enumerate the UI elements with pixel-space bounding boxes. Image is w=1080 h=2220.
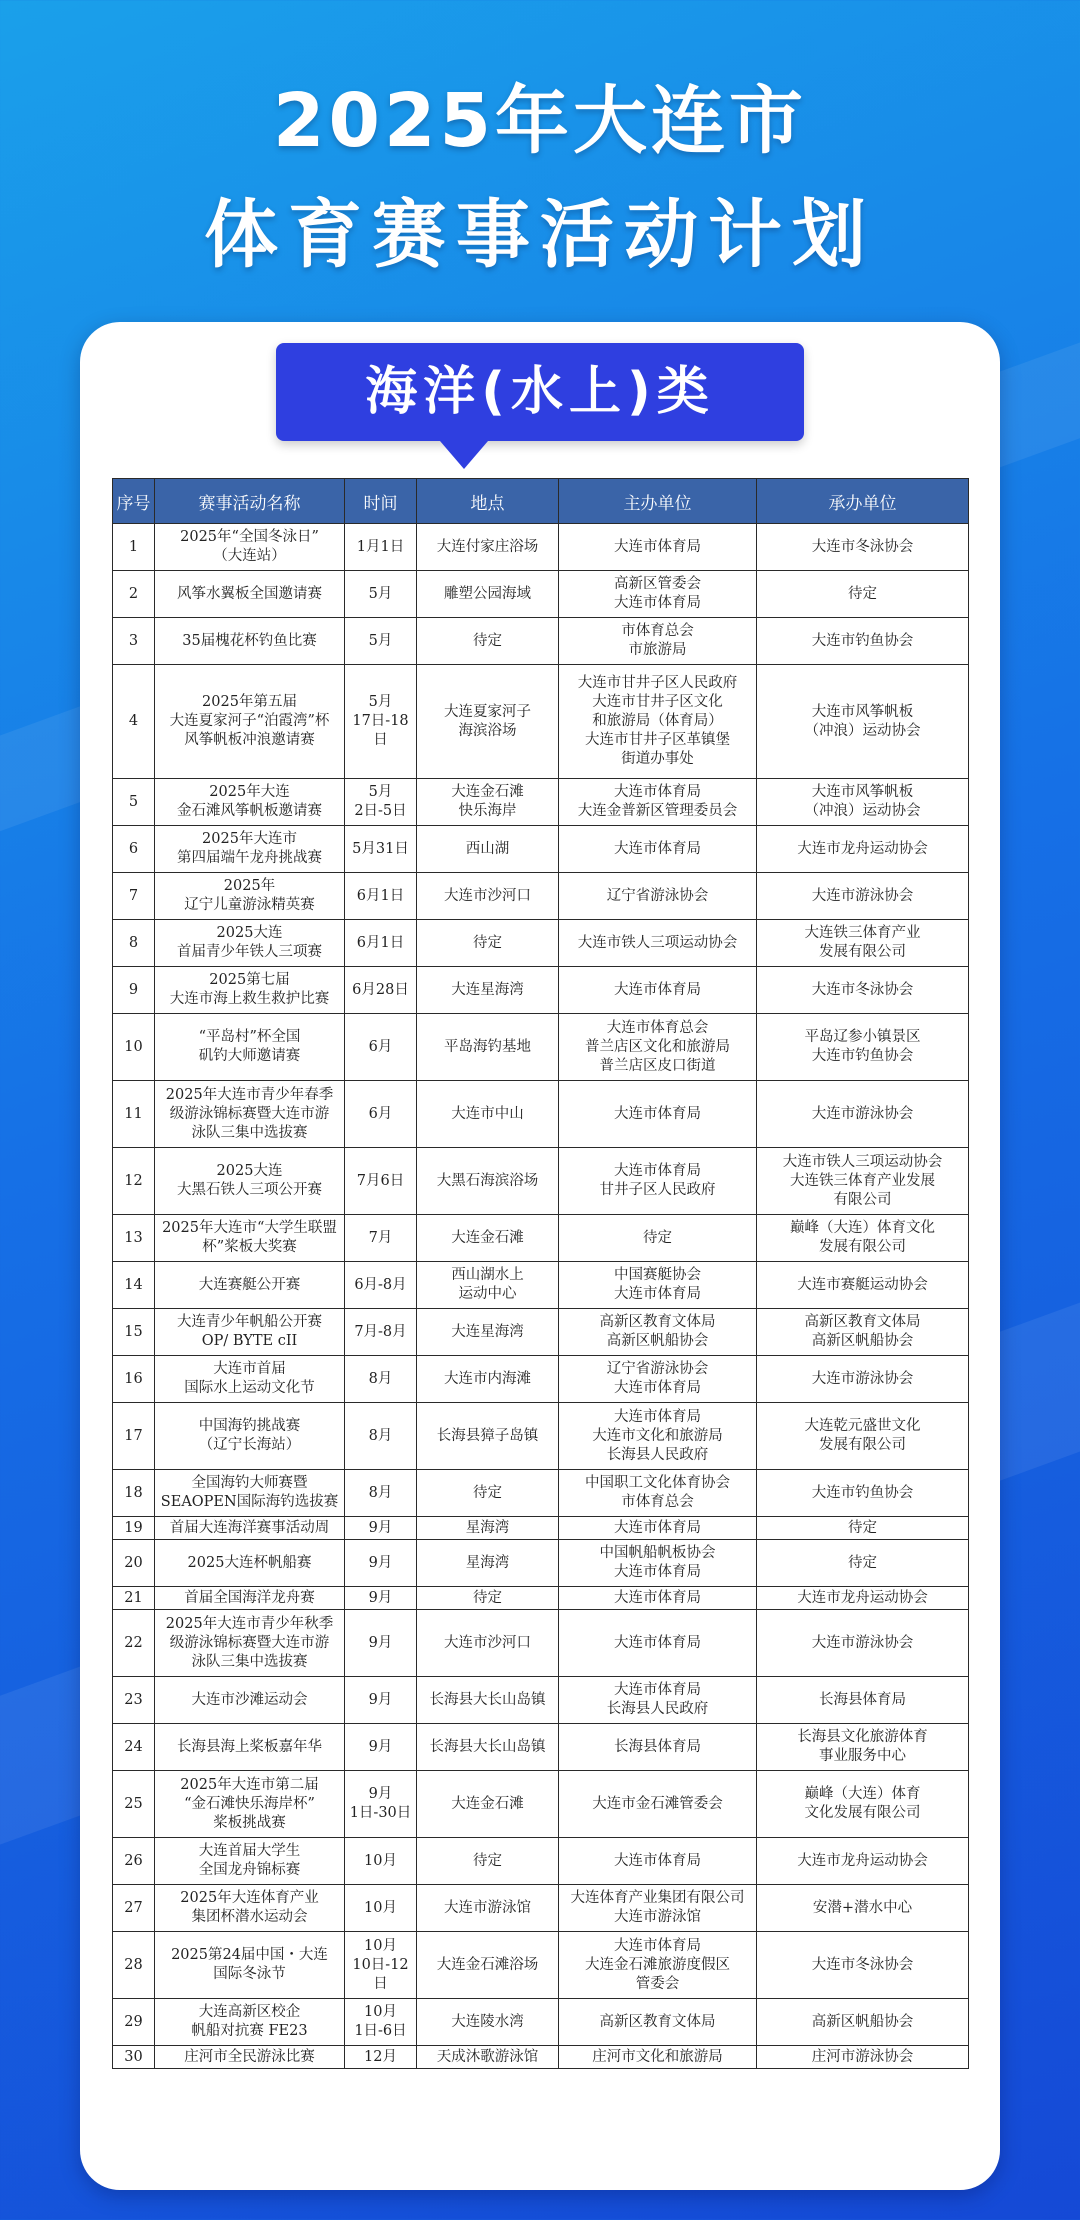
cell-event-name: 全国海钓大师赛暨 SEAOPEN国际海钓选拔赛 xyxy=(155,1470,345,1517)
cell-time: 6月 xyxy=(345,1014,417,1081)
cell-time: 10月 xyxy=(345,1838,417,1885)
page-title-line2: 体育赛事活动计划 xyxy=(204,192,876,278)
cell-event-name: 大连首届大学生 全国龙舟锦标赛 xyxy=(155,1838,345,1885)
cell-event-name: 2025大连 大黑石铁人三项公开赛 xyxy=(155,1148,345,1215)
table-row xyxy=(113,1403,969,1470)
cell-index: 15 xyxy=(113,1309,155,1356)
cell-location: 大连星海湾 xyxy=(417,967,559,1014)
cell-index: 1 xyxy=(113,524,155,571)
cell-organizer: 大连市甘井子区人民政府 大连市甘井子区文化 和旅游局（体育局） 大连市甘井子区革镇堡 街道办事处 xyxy=(559,665,757,779)
cell-time: 9月 xyxy=(345,1540,417,1587)
cell-event-name: 庄河市全民游泳比赛 xyxy=(155,2046,345,2069)
cell-event-name: 长海县海上桨板嘉年华 xyxy=(155,1724,345,1771)
cell-time: 9月 1日-30日 xyxy=(345,1771,417,1838)
table-row xyxy=(113,1610,969,1677)
cell-organizer: 辽宁省游泳协会 大连市体育局 xyxy=(559,1356,757,1403)
column-header-index: 序号 xyxy=(113,479,155,524)
cell-undertaker: 巅峰（大连）体育文化 发展有限公司 xyxy=(757,1215,969,1262)
cell-undertaker: 待定 xyxy=(757,1517,969,1540)
cell-location: 大连金石滩 快乐海岸 xyxy=(417,779,559,826)
cell-time: 1月1日 xyxy=(345,524,417,571)
cell-organizer: 大连市体育局 xyxy=(559,1610,757,1677)
cell-time: 6月1日 xyxy=(345,873,417,920)
cell-index: 12 xyxy=(113,1148,155,1215)
cell-organizer: 高新区教育文体局 高新区帆船协会 xyxy=(559,1309,757,1356)
cell-location: 星海湾 xyxy=(417,1540,559,1587)
cell-index: 30 xyxy=(113,2046,155,2069)
cell-organizer: 大连体育产业集团有限公司 大连市游泳馆 xyxy=(559,1885,757,1932)
cell-location: 大黑石海滨浴场 xyxy=(417,1148,559,1215)
table-row xyxy=(113,1932,969,1999)
cell-undertaker: 大连市游泳协会 xyxy=(757,1081,969,1148)
cell-index: 24 xyxy=(113,1724,155,1771)
cell-location: 星海湾 xyxy=(417,1517,559,1540)
table-row xyxy=(113,826,969,873)
cell-organizer: 中国帆船帆板协会 大连市体育局 xyxy=(559,1540,757,1587)
cell-organizer: 大连市体育局 xyxy=(559,967,757,1014)
cell-event-name: “平岛村”杯全国 矶钓大师邀请赛 xyxy=(155,1014,345,1081)
table-row xyxy=(113,1771,969,1838)
cell-event-name: 大连青少年帆船公开赛 OP/ BYTE cII xyxy=(155,1309,345,1356)
cell-time: 9月 xyxy=(345,1724,417,1771)
cell-undertaker: 待定 xyxy=(757,1540,969,1587)
table-row xyxy=(113,1215,969,1262)
table-row xyxy=(113,1885,969,1932)
table-header-row xyxy=(113,479,969,524)
cell-index: 18 xyxy=(113,1470,155,1517)
cell-index: 14 xyxy=(113,1262,155,1309)
cell-undertaker: 巅峰（大连）体育 文化发展有限公司 xyxy=(757,1771,969,1838)
cell-organizer: 大连市体育局 长海县人民政府 xyxy=(559,1677,757,1724)
cell-time: 7月6日 xyxy=(345,1148,417,1215)
cell-organizer: 庄河市文化和旅游局 xyxy=(559,2046,757,2069)
table-row xyxy=(113,1356,969,1403)
cell-time: 9月 xyxy=(345,1587,417,1610)
cell-location: 大连金石滩浴场 xyxy=(417,1932,559,1999)
cell-time: 5月 xyxy=(345,618,417,665)
cell-time: 9月 xyxy=(345,1677,417,1724)
cell-event-name: 2025第24届中国・大连 国际冬泳节 xyxy=(155,1932,345,1999)
cell-location: 待定 xyxy=(417,1838,559,1885)
cell-undertaker: 大连市铁人三项运动协会 大连铁三体育产业发展 有限公司 xyxy=(757,1148,969,1215)
cell-index: 8 xyxy=(113,920,155,967)
cell-organizer: 大连市金石滩管委会 xyxy=(559,1771,757,1838)
column-header-undertaker: 承办单位 xyxy=(757,479,969,524)
category-badge: 海洋(水上)类 xyxy=(276,343,804,441)
cell-organizer: 高新区教育文体局 xyxy=(559,1999,757,2046)
cell-event-name: 中国海钓挑战赛 （辽宁长海站） xyxy=(155,1403,345,1470)
cell-undertaker: 大连市钓鱼协会 xyxy=(757,618,969,665)
cell-time: 5月 xyxy=(345,571,417,618)
table-row xyxy=(113,1587,969,1610)
cell-time: 8月 xyxy=(345,1356,417,1403)
cell-time: 6月 xyxy=(345,1081,417,1148)
table-body xyxy=(113,524,969,2069)
cell-undertaker: 高新区教育文体局 高新区帆船协会 xyxy=(757,1309,969,1356)
cell-index: 6 xyxy=(113,826,155,873)
cell-location: 长海县大长山岛镇 xyxy=(417,1724,559,1771)
cell-organizer: 待定 xyxy=(559,1215,757,1262)
cell-index: 4 xyxy=(113,665,155,779)
cell-index: 3 xyxy=(113,618,155,665)
cell-location: 大连星海湾 xyxy=(417,1309,559,1356)
cell-time: 5月 2日-5日 xyxy=(345,779,417,826)
cell-index: 2 xyxy=(113,571,155,618)
cell-location: 长海县獐子岛镇 xyxy=(417,1403,559,1470)
cell-location: 大连市沙河口 xyxy=(417,1610,559,1677)
cell-time: 6月1日 xyxy=(345,920,417,967)
cell-index: 29 xyxy=(113,1999,155,2046)
cell-undertaker: 大连市游泳协会 xyxy=(757,873,969,920)
cell-organizer: 高新区管委会 大连市体育局 xyxy=(559,571,757,618)
cell-organizer: 大连市体育局 xyxy=(559,1517,757,1540)
cell-undertaker: 大连市钓鱼协会 xyxy=(757,1470,969,1517)
cell-time: 6月-8月 xyxy=(345,1262,417,1309)
cell-organizer: 辽宁省游泳协会 xyxy=(559,873,757,920)
cell-event-name: 2025年大连市第二届 “金石滩快乐海岸杯” 桨板挑战赛 xyxy=(155,1771,345,1838)
cell-index: 26 xyxy=(113,1838,155,1885)
table-row xyxy=(113,1838,969,1885)
cell-location: 大连市沙河口 xyxy=(417,873,559,920)
cell-time: 7月 xyxy=(345,1215,417,1262)
cell-location: 大连市游泳馆 xyxy=(417,1885,559,1932)
cell-time: 5月31日 xyxy=(345,826,417,873)
cell-event-name: 2025年大连市青少年春季 级游泳锦标赛暨大连市游 泳队三集中选拔赛 xyxy=(155,1081,345,1148)
cell-undertaker: 大连市风筝帆板 （冲浪）运动协会 xyxy=(757,779,969,826)
cell-organizer: 中国职工文化体育协会 市体育总会 xyxy=(559,1470,757,1517)
cell-undertaker: 长海县体育局 xyxy=(757,1677,969,1724)
column-header-organizer: 主办单位 xyxy=(559,479,757,524)
category-badge-pointer xyxy=(440,441,488,469)
cell-location: 待定 xyxy=(417,920,559,967)
cell-event-name: 2025年大连市“大学生联盟 杯”桨板大奖赛 xyxy=(155,1215,345,1262)
column-header-time: 时间 xyxy=(345,479,417,524)
cell-location: 待定 xyxy=(417,1470,559,1517)
cell-organizer: 大连市体育局 xyxy=(559,1838,757,1885)
cell-undertaker: 大连市冬泳协会 xyxy=(757,1932,969,1999)
cell-organizer: 大连市体育局 大连市文化和旅游局 长海县人民政府 xyxy=(559,1403,757,1470)
cell-index: 27 xyxy=(113,1885,155,1932)
cell-event-name: 2025年第五届 大连夏家河子“泊霞湾”杯 风筝帆板冲浪邀请赛 xyxy=(155,665,345,779)
table-row xyxy=(113,571,969,618)
table-row xyxy=(113,618,969,665)
cell-location: 大连金石滩 xyxy=(417,1215,559,1262)
table-row xyxy=(113,1014,969,1081)
cell-event-name: 风筝水翼板全国邀请赛 xyxy=(155,571,345,618)
table-row xyxy=(113,920,969,967)
event-table xyxy=(112,478,969,2069)
cell-undertaker: 高新区帆船协会 xyxy=(757,1999,969,2046)
cell-undertaker: 大连市龙舟运动协会 xyxy=(757,1838,969,1885)
table-row xyxy=(113,1470,969,1517)
cell-time: 10月 xyxy=(345,1885,417,1932)
cell-index: 20 xyxy=(113,1540,155,1587)
cell-index: 21 xyxy=(113,1587,155,1610)
cell-event-name: 大连市沙滩运动会 xyxy=(155,1677,345,1724)
cell-time: 10月 10日-12日 xyxy=(345,1932,417,1999)
cell-index: 9 xyxy=(113,967,155,1014)
cell-event-name: 2025年大连市 第四届端午龙舟挑战赛 xyxy=(155,826,345,873)
cell-event-name: 大连赛艇公开赛 xyxy=(155,1262,345,1309)
cell-event-name: 2025第七届 大连市海上救生救护比赛 xyxy=(155,967,345,1014)
cell-location: 大连金石滩 xyxy=(417,1771,559,1838)
cell-index: 22 xyxy=(113,1610,155,1677)
cell-location: 天成沐歌游泳馆 xyxy=(417,2046,559,2069)
table-row xyxy=(113,1148,969,1215)
cell-location: 雕塑公园海域 xyxy=(417,571,559,618)
cell-index: 17 xyxy=(113,1403,155,1470)
cell-event-name: 2025年 辽宁儿童游泳精英赛 xyxy=(155,873,345,920)
cell-undertaker: 大连市冬泳协会 xyxy=(757,524,969,571)
cell-time: 10月 1日-6日 xyxy=(345,1999,417,2046)
cell-undertaker: 大连市冬泳协会 xyxy=(757,967,969,1014)
table-row xyxy=(113,1999,969,2046)
cell-location: 大连陵水湾 xyxy=(417,1999,559,2046)
cell-organizer: 大连市体育局 xyxy=(559,1587,757,1610)
cell-event-name: 35届槐花杯钓鱼比赛 xyxy=(155,618,345,665)
cell-index: 5 xyxy=(113,779,155,826)
cell-index: 11 xyxy=(113,1081,155,1148)
cell-event-name: 首届全国海洋龙舟赛 xyxy=(155,1587,345,1610)
cell-organizer: 大连市体育总会 普兰店区文化和旅游局 普兰店区皮口街道 xyxy=(559,1014,757,1081)
table-row xyxy=(113,1677,969,1724)
cell-time: 5月 17日-18日 xyxy=(345,665,417,779)
table-row xyxy=(113,967,969,1014)
table-row xyxy=(113,1724,969,1771)
cell-organizer: 大连市体育局 xyxy=(559,826,757,873)
table-row xyxy=(113,1540,969,1587)
cell-undertaker: 安潜+潜水中心 xyxy=(757,1885,969,1932)
cell-organizer: 大连市体育局 大连金普新区管理委员会 xyxy=(559,779,757,826)
cell-index: 16 xyxy=(113,1356,155,1403)
cell-undertaker: 大连铁三体育产业 发展有限公司 xyxy=(757,920,969,967)
cell-event-name: 2025年大连 金石滩风筝帆板邀请赛 xyxy=(155,779,345,826)
cell-event-name: 首届大连海洋赛事活动周 xyxy=(155,1517,345,1540)
table-row xyxy=(113,524,969,571)
cell-undertaker: 待定 xyxy=(757,571,969,618)
column-header-event-name: 赛事活动名称 xyxy=(155,479,345,524)
cell-event-name: 2025大连 首届青少年铁人三项赛 xyxy=(155,920,345,967)
cell-undertaker: 平岛辽参小镇景区 大连市钓鱼协会 xyxy=(757,1014,969,1081)
cell-event-name: 2025年“全国冬泳日” （大连站） xyxy=(155,524,345,571)
cell-location: 大连付家庄浴场 xyxy=(417,524,559,571)
cell-organizer: 大连市体育局 xyxy=(559,1081,757,1148)
cell-index: 25 xyxy=(113,1771,155,1838)
cell-event-name: 大连市首届 国际水上运动文化节 xyxy=(155,1356,345,1403)
cell-index: 19 xyxy=(113,1517,155,1540)
cell-time: 8月 xyxy=(345,1470,417,1517)
cell-time: 7月-8月 xyxy=(345,1309,417,1356)
cell-index: 10 xyxy=(113,1014,155,1081)
table-row xyxy=(113,1081,969,1148)
cell-location: 大连市内海滩 xyxy=(417,1356,559,1403)
cell-undertaker: 大连市风筝帆板 （冲浪）运动协会 xyxy=(757,665,969,779)
cell-index: 23 xyxy=(113,1677,155,1724)
cell-organizer: 市体育总会 市旅游局 xyxy=(559,618,757,665)
cell-location: 待定 xyxy=(417,618,559,665)
cell-organizer: 大连市铁人三项运动协会 xyxy=(559,920,757,967)
cell-time: 8月 xyxy=(345,1403,417,1470)
cell-undertaker: 大连市游泳协会 xyxy=(757,1610,969,1677)
cell-location: 平岛海钓基地 xyxy=(417,1014,559,1081)
cell-organizer: 大连市体育局 甘井子区人民政府 xyxy=(559,1148,757,1215)
cell-time: 9月 xyxy=(345,1610,417,1677)
cell-event-name: 大连高新区校企 帆船对抗赛 FE23 xyxy=(155,1999,345,2046)
cell-undertaker: 大连市龙舟运动协会 xyxy=(757,826,969,873)
cell-location: 西山湖水上 运动中心 xyxy=(417,1262,559,1309)
cell-organizer: 大连市体育局 xyxy=(559,524,757,571)
column-header-location: 地点 xyxy=(417,479,559,524)
cell-location: 西山湖 xyxy=(417,826,559,873)
cell-event-name: 2025年大连体育产业 集团杯潜水运动会 xyxy=(155,1885,345,1932)
table-row xyxy=(113,2046,969,2069)
cell-index: 28 xyxy=(113,1932,155,1999)
table-row xyxy=(113,779,969,826)
table-row xyxy=(113,665,969,779)
table-row xyxy=(113,873,969,920)
table-row xyxy=(113,1262,969,1309)
cell-undertaker: 大连市龙舟运动协会 xyxy=(757,1587,969,1610)
cell-index: 7 xyxy=(113,873,155,920)
table-row xyxy=(113,1517,969,1540)
cell-undertaker: 大连市游泳协会 xyxy=(757,1356,969,1403)
cell-location: 大连夏家河子 海滨浴场 xyxy=(417,665,559,779)
cell-location: 长海县大长山岛镇 xyxy=(417,1677,559,1724)
cell-undertaker: 大连乾元盛世文化 发展有限公司 xyxy=(757,1403,969,1470)
cell-undertaker: 长海县文化旅游体育 事业服务中心 xyxy=(757,1724,969,1771)
page-title-line1: 2025年大连市 xyxy=(273,78,807,164)
cell-organizer: 长海县体育局 xyxy=(559,1724,757,1771)
cell-time: 9月 xyxy=(345,1517,417,1540)
cell-organizer: 中国赛艇协会 大连市体育局 xyxy=(559,1262,757,1309)
cell-index: 13 xyxy=(113,1215,155,1262)
cell-time: 6月28日 xyxy=(345,967,417,1014)
cell-location: 大连市中山 xyxy=(417,1081,559,1148)
cell-event-name: 2025大连杯帆船赛 xyxy=(155,1540,345,1587)
cell-event-name: 2025年大连市青少年秋季 级游泳锦标赛暨大连市游 泳队三集中选拔赛 xyxy=(155,1610,345,1677)
cell-undertaker: 大连市赛艇运动协会 xyxy=(757,1262,969,1309)
cell-time: 12月 xyxy=(345,2046,417,2069)
table-row xyxy=(113,1309,969,1356)
cell-organizer: 大连市体育局 大连金石滩旅游度假区 管委会 xyxy=(559,1932,757,1999)
cell-undertaker: 庄河市游泳协会 xyxy=(757,2046,969,2069)
cell-location: 待定 xyxy=(417,1587,559,1610)
